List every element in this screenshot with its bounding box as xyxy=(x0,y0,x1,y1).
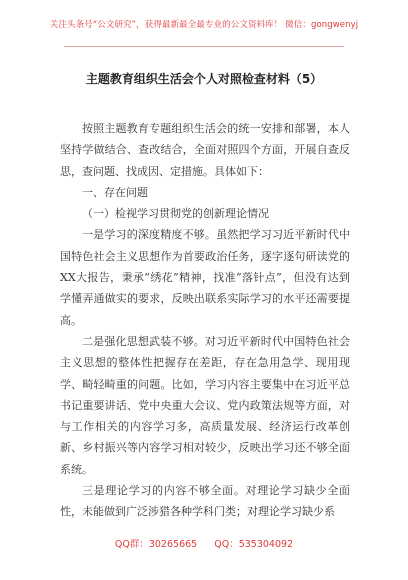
header-divider xyxy=(64,46,344,47)
section-heading: 一、存在问题 xyxy=(82,185,148,199)
body-paragraph: 一是学习的深度精度不够。虽然把学习习近平新时代中国特色社会主义思想作为首要政治任务，逐字逐句研读党的XX大报告，秉承“绣花”精神，找准“落针点”，但没有达到学懂弄通做实的要求，反映出联系实际学习的水平还需要提高。 xyxy=(60,228,350,327)
body-paragraph: 三是理论学习的内容不够全面。对理论学习缺少全面性，未能做到广泛涉猎各种学科门类；对理论学习缺少系 xyxy=(60,484,350,519)
body-paragraph: 二是强化思想武装不够。对习近平新时代中国特色社会主义思想的整体性把握存在差距，存在急用急学、现用现学、畸轻畸重的问题。比如，学习内容主要集中在习近平总书记重要讲话、党中央重大会议、党内政策法规等方面，对与工作相关的内容学习多，高质量发展、经济运行改革创新、乡村振兴等内容学习相对较少，反映出学习还不够全面系统。 xyxy=(60,334,350,476)
document-title: 主题教育组织生活会个人对照检查材料（5） xyxy=(85,72,323,86)
document-body xyxy=(60,118,350,523)
qq-group-number: QQ群：30265665 xyxy=(114,539,198,550)
intro-paragraph: 按照主题教育专题组织生活会的统一安排和部署，本人坚持学做结合、查改结合，全面对照四个方面，开展自查反思，查问题、找成因、定措施。具体如下： xyxy=(60,122,350,178)
qq-number: QQ：535304092 xyxy=(214,539,294,550)
contact-footer xyxy=(0,536,408,550)
subsection-heading: （一）检视学习贯彻党的创新理论情况 xyxy=(82,207,269,221)
promo-header: 关注头条号“公文研究”，获得最新最全最专业的公文资料库！ 微信：gongwenyj xyxy=(49,20,359,30)
